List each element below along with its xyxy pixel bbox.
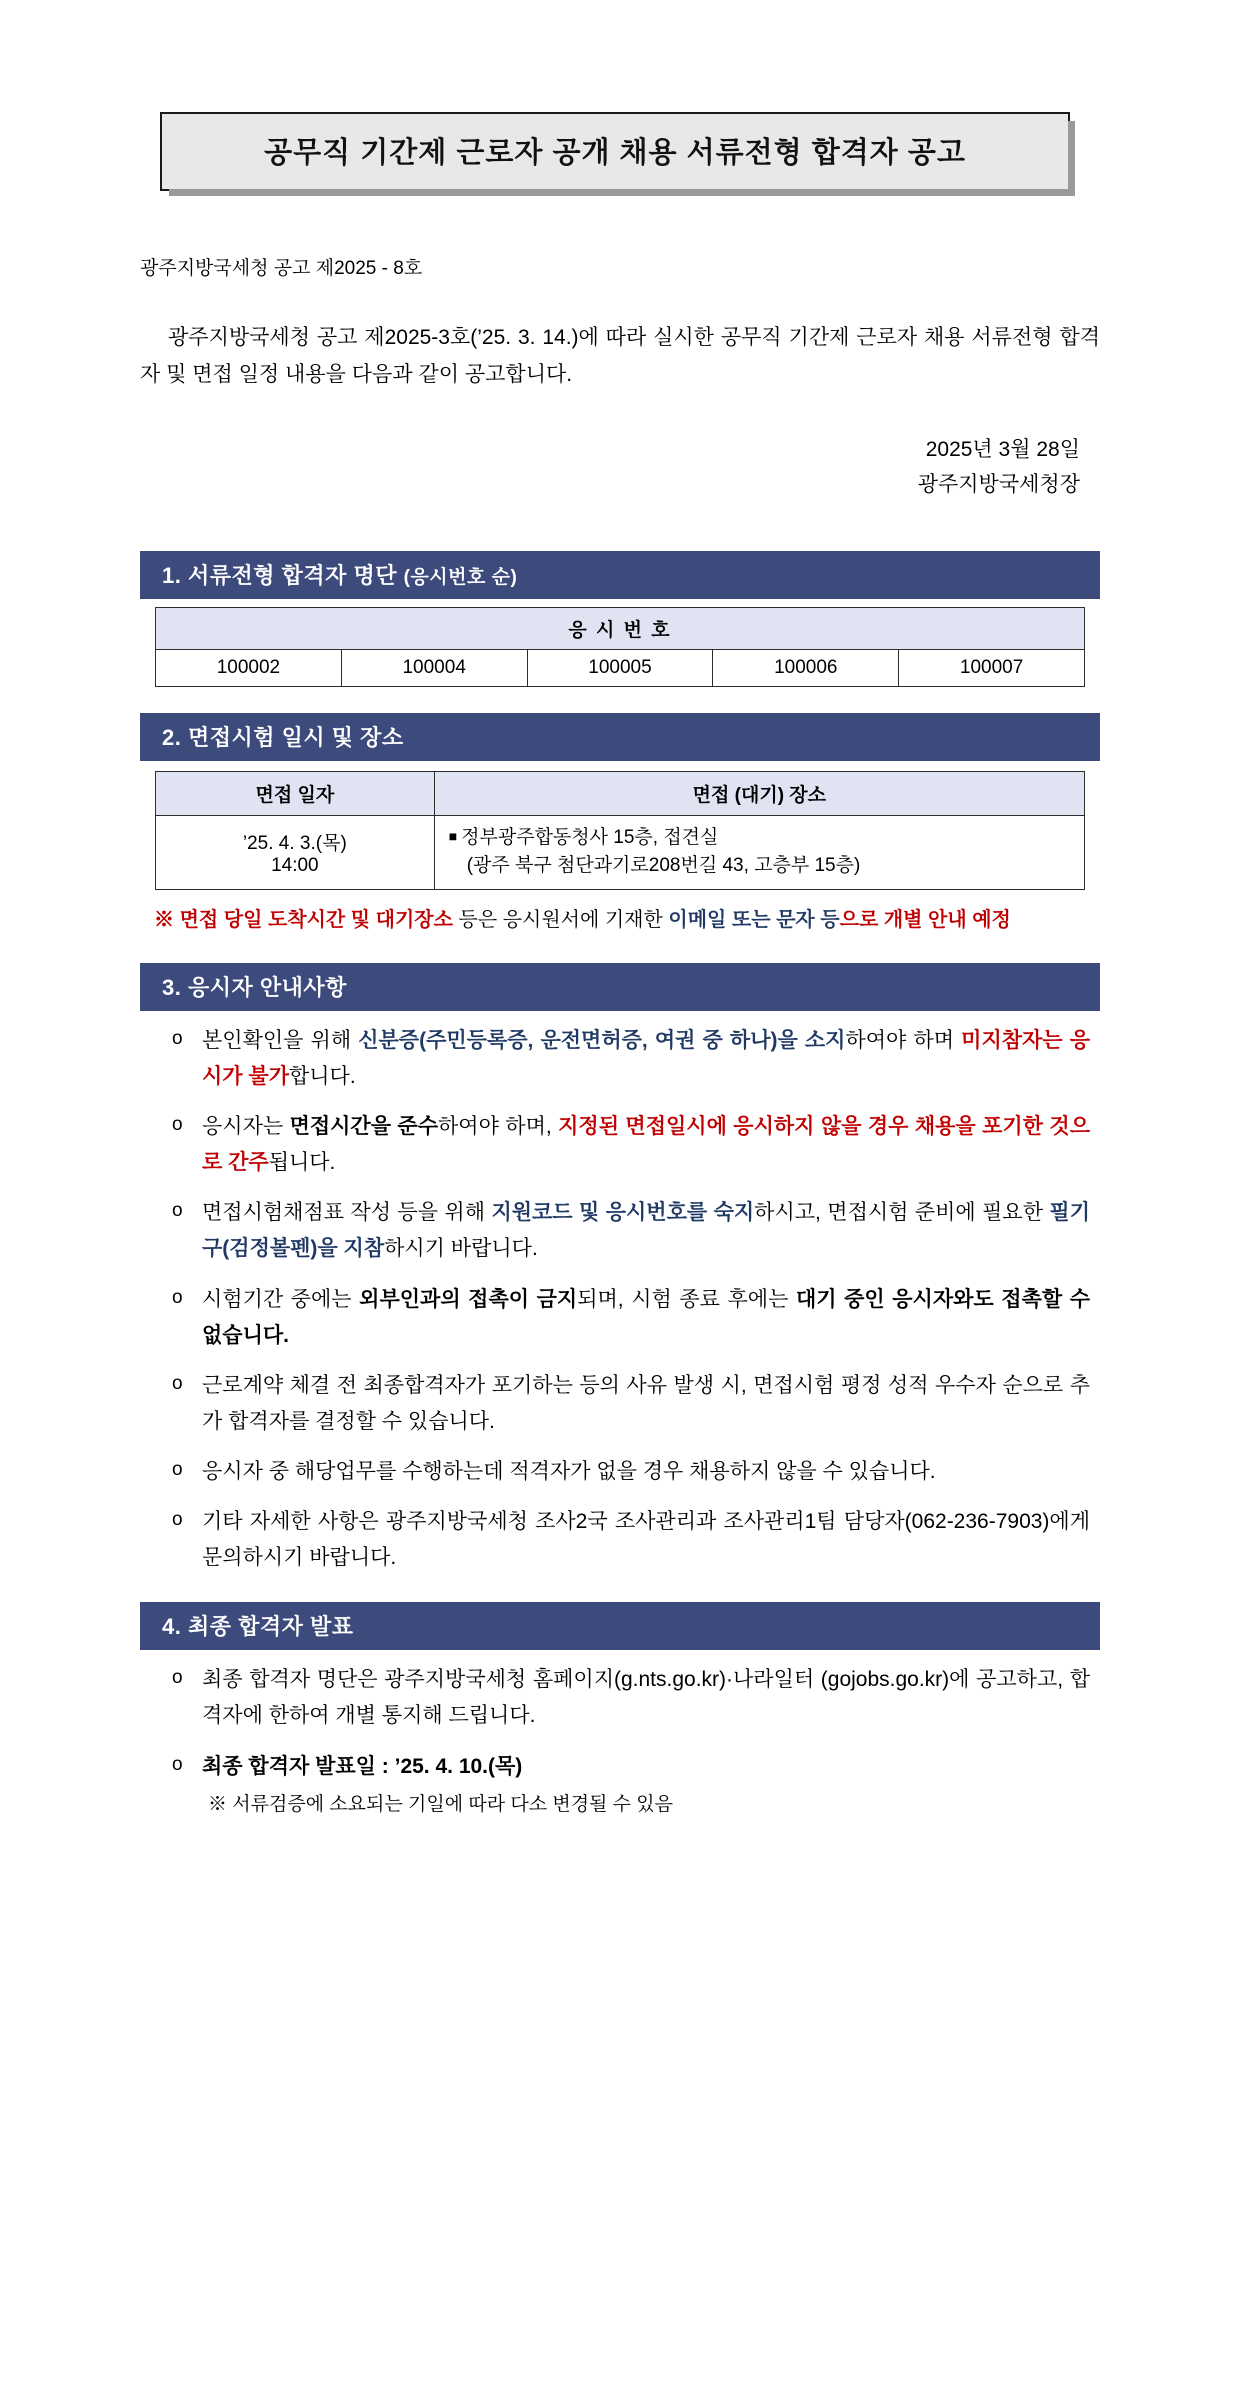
table-row	[156, 649, 1085, 686]
section-3-title: 응시자 안내사항	[187, 974, 347, 1000]
exam-number-cell: 100006	[713, 649, 899, 686]
list-item-text: 하시기 바랍니다.	[384, 1237, 538, 1261]
note-part-4: 으로 개별 안내 예정	[839, 908, 1011, 931]
section-4-title: 최종 합격자 발표	[187, 1614, 354, 1640]
interview-place: 정부광주합동청사 15층, 접견실	[461, 826, 719, 848]
list-item-text: 합니다.	[288, 1064, 356, 1088]
exam-number-cell: 100004	[341, 649, 527, 686]
list-item-text: 응시자는	[202, 1115, 290, 1139]
list-item-text: 근로계약 체결 전 최종합격자가 포기하는 등의 사유 발생 시, 면접시험 평정 성적 우수자 순으로 추가 합격자를 결정할 수 있습니다.	[202, 1373, 1090, 1433]
list-item-text: 면접시험채점표 작성 등을 위해	[202, 1201, 492, 1225]
intro-paragraph: 광주지방국세청 공고 제2025-3호(’25. 3. 14.)에 따라 실시한 공무직 기간제 근로자 채용 서류전형 합격자 및 면접 일정 내용을 다음과 같이 공고합니다.	[140, 326, 1100, 386]
section-4-list	[140, 1662, 1100, 1821]
document-number: 광주지방국세청 공고 제2025 - 8호	[140, 258, 423, 279]
title-shadow-right	[1068, 121, 1075, 196]
section-2-note	[154, 904, 1100, 937]
interview-place-cell	[434, 815, 1084, 889]
list-item-text: 대기 중인 응시자와도 접촉할 수 없습니다.	[202, 1287, 1091, 1347]
list-item-text: 최종 합격자 발표일 : ’25. 4. 10.(목)	[202, 1754, 523, 1778]
note-part-2: 등은 응시원서에 기재한	[452, 908, 669, 931]
list-item-text: 본인확인을 위해	[202, 1028, 359, 1052]
date-issuer-block	[140, 432, 1100, 503]
list-item	[168, 1109, 1090, 1181]
table-header-row	[156, 607, 1085, 649]
list-item	[168, 1195, 1090, 1267]
list-item-text: 면접시간을 준수	[289, 1115, 439, 1139]
section-3-number: 3.	[162, 974, 182, 1000]
list-item-text: 되며, 시험 종료 후에는	[577, 1287, 796, 1311]
issue-date: 2025년 3월 28일	[925, 437, 1080, 461]
page-title: 공무직 기간제 근로자 공개 채용 서류전형 합격자 공고	[264, 137, 966, 169]
passer-number-table	[155, 607, 1085, 687]
note-part-3: 이메일 또는 문자 등	[668, 908, 840, 931]
section-2-number: 2.	[162, 724, 182, 750]
section-1-subtitle: (응시번호 순)	[403, 566, 518, 588]
list-item-text: 지원코드 및 응시번호를 숙지	[491, 1201, 755, 1225]
interview-date: ’25. 4. 3.(목)	[242, 832, 347, 854]
table-header-row	[156, 771, 1085, 815]
column-header-interview-date: 면접 일자	[156, 771, 435, 815]
list-item-text: 미지참자는 응시가 불가	[202, 1028, 1090, 1088]
section-4-number: 4.	[162, 1614, 182, 1640]
list-item-text: 외부인과의 접촉이 금지	[359, 1287, 578, 1311]
list-item-text: 지정된 면접일시에 응시하지 않을 경우 채용을 포기한 것으로 간주	[202, 1115, 1090, 1175]
list-item-text: 하여야 하며	[845, 1028, 962, 1052]
section-3-list	[140, 1023, 1100, 1576]
section-4-heading	[140, 1602, 1100, 1650]
exam-number-cell: 100007	[899, 649, 1085, 686]
list-item	[168, 1662, 1090, 1734]
section-2-heading	[140, 713, 1100, 761]
table-row	[156, 815, 1085, 889]
note-part-1: 면접 당일 도착시간 및 대기장소	[179, 908, 453, 931]
column-header-interview-place: 면접 (대기) 장소	[434, 771, 1084, 815]
list-item	[168, 1749, 1090, 1822]
section-2-title: 면접시험 일시 및 장소	[187, 724, 404, 750]
list-item-text: 됩니다.	[268, 1151, 336, 1175]
list-item	[168, 1504, 1090, 1576]
title-area	[140, 112, 1100, 191]
interview-place-detail: (광주 북구 첨단과기로208번길 43, 고층부 15층)	[466, 855, 861, 877]
list-item	[168, 1454, 1090, 1490]
list-item-text: 필기구(검정볼펜)을 지참	[202, 1201, 1090, 1261]
list-item	[168, 1282, 1090, 1354]
interview-date-cell	[156, 815, 435, 889]
list-item-text: 하여야 하며,	[438, 1115, 559, 1139]
list-item-text: 기타 자세한 사항은 광주지방국세청 조사2국 조사관리과 조사관리1팀 담당자(062-236-7903)에게 문의하시기 바랍니다.	[202, 1510, 1090, 1570]
list-item-text: 시험기간 중에는	[202, 1287, 360, 1311]
issuer-name: 광주지방국세청장	[917, 473, 1080, 497]
exam-number-cell: 100005	[527, 649, 713, 686]
exam-number-cell: 100002	[156, 649, 342, 686]
list-item	[168, 1368, 1090, 1440]
section-1-title: 서류전형 합격자 명단	[187, 562, 397, 588]
title-shadow-bottom	[169, 189, 1075, 196]
list-item-text: 최종 합격자 명단은 광주지방국세청 홈페이지(g.nts.go.kr)·나라일터 (gojobs.go.kr)에 공고하고, 합격자에 한하여 개별 통지해 드립니다.	[202, 1668, 1090, 1728]
list-item-subnote: ※ 서류검증에 소요되는 기일에 따라 다소 변경될 수 있음	[208, 1793, 674, 1815]
title-box	[160, 112, 1070, 191]
list-item-text: 신분증(주민등록증, 운전면허증, 여권 중 하나)을 소지	[358, 1028, 846, 1052]
note-mark-icon: ※	[154, 908, 174, 931]
interview-time: 14:00	[271, 854, 319, 876]
list-item	[168, 1023, 1090, 1095]
interview-schedule-table	[155, 771, 1085, 890]
list-item-text: 하시고, 면접시험 준비에 필요한	[754, 1201, 1050, 1225]
section-3-heading	[140, 963, 1100, 1011]
list-item-text: 응시자 중 해당업무를 수행하는데 적격자가 없을 경우 채용하지 않을 수 있습니다.	[202, 1459, 936, 1483]
section-1-number: 1.	[162, 562, 182, 588]
column-header-exam-number: 응 시 번 호	[156, 607, 1085, 649]
section-1-heading	[140, 551, 1100, 599]
square-bullet-icon: ■	[448, 827, 458, 844]
